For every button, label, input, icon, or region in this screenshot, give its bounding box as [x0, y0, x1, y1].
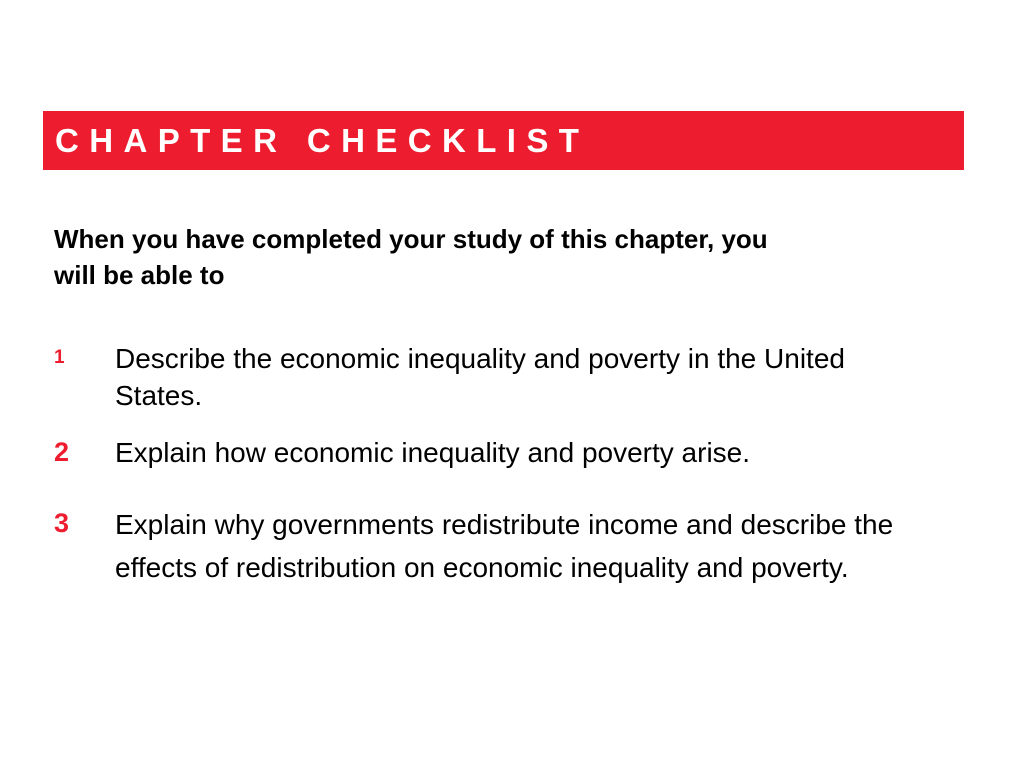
intro-text: When you have completed your study of this chapter, you will be able to	[54, 224, 768, 290]
chapter-checklist-banner	[43, 111, 964, 170]
objective-number: 2	[54, 437, 70, 467]
objective-number: 1	[54, 347, 65, 368]
objective-number: 3	[54, 508, 70, 538]
objective-text: Explain why governments redistribute income and describe the effects of redistribution on economic inequality and poverty.	[115, 509, 894, 583]
objective-text: Explain how economic inequality and poverty arise.	[115, 437, 751, 468]
banner-title: CHAPTER CHECKLIST	[55, 122, 590, 159]
objective-text: Describe the economic inequality and poverty in the United States.	[115, 343, 845, 411]
